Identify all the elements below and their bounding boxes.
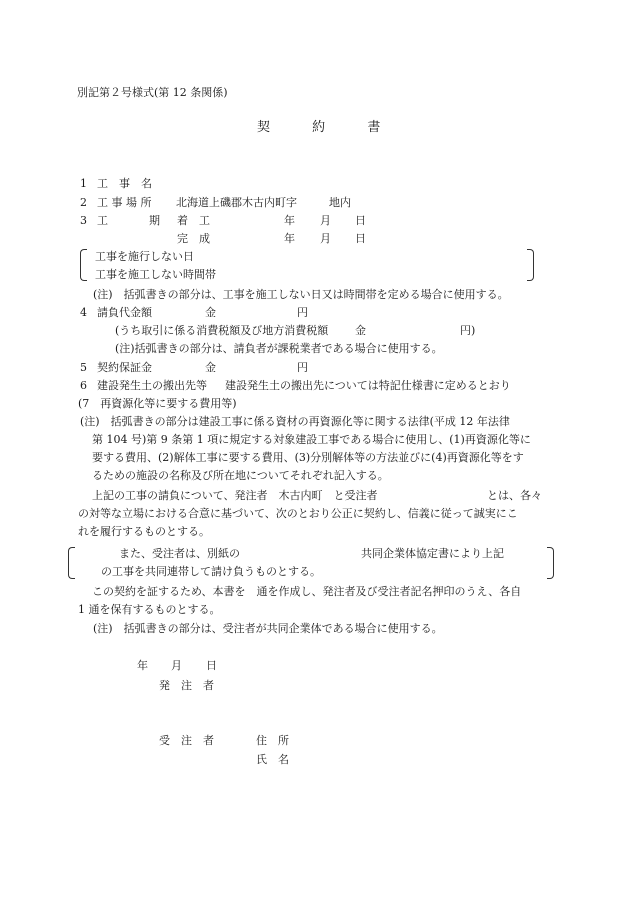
no-work-hours: 工事を施工しない時間帯 — [95, 268, 216, 281]
item-3-end-month: 月 — [320, 232, 331, 245]
jv-line-1b: 共同企業体協定書により上記 — [361, 547, 504, 560]
name-label: 氏 名 — [256, 753, 289, 766]
note-3: (注) 括弧書きの部分は、受注者が共同企業体である場合に使用する。 — [93, 622, 443, 635]
sign-day: 日 — [206, 659, 217, 672]
sign-month: 月 — [171, 659, 182, 672]
tax-amount-yen: 円) — [460, 324, 476, 337]
item-3-start-month: 月 — [320, 214, 331, 227]
item-3-start: 着 工 — [177, 214, 210, 227]
item-1-num: 1 — [80, 177, 87, 190]
jv-bracket-right — [547, 547, 554, 579]
title-char-3: 書 — [367, 120, 381, 135]
para-2-line-1: この契約を証するため、本書を 通を作成し、発注者及び受注者記名押印のうえ、各自 — [92, 585, 522, 598]
title-char-2: 約 — [312, 120, 326, 135]
item-2-num: 2 — [80, 196, 87, 209]
sign-year: 年 — [137, 659, 148, 672]
note-2-line-2: 第 104 号)第 9 条第 1 項に規定する対象建設工事である場合に使用し、(1)再資源化等に — [92, 433, 531, 446]
item-2-label: 工 事 場 所 — [97, 196, 152, 209]
item-5-label: 契約保証金 — [97, 361, 152, 374]
bracket-left — [80, 249, 87, 281]
item-4-kin: 金 — [205, 306, 216, 319]
item-7: (7 再資源化等に要する費用等) — [78, 397, 237, 410]
document-title — [257, 121, 380, 135]
tax-amount-open: (うち取引に係る消費税額及び地方消費税額 — [115, 324, 329, 337]
item-6-label: 建設発生土の搬出先等 — [97, 379, 207, 392]
para-1-line-2: の対等な立場における合意に基づいて、次のとおり公正に契約し、信義に従って誠実にこ — [78, 507, 518, 520]
address-label: 住 所 — [256, 734, 289, 747]
para-1-line-3: れを履行するものとする。 — [78, 525, 210, 538]
orderer-label: 発 注 者 — [159, 679, 214, 692]
item-6-value: 建設発生土の搬出先については特記仕様書に定めるとおり — [225, 379, 511, 392]
item-4-num: 4 — [80, 306, 87, 319]
item-3-end-year: 年 — [284, 232, 295, 245]
jv-bracket-left — [68, 547, 75, 579]
item-3-num: 3 — [80, 214, 87, 227]
item-2-value: 北海道上磯郡木古内町字 — [176, 196, 297, 209]
jv-line-1a: また、受注者は、別紙の — [119, 547, 240, 560]
note-1: (注) 括弧書きの部分は、工事を施工しない日又は時間帯を定める場合に使用する。 — [93, 288, 509, 301]
note-2-line-1: (注) 括弧書きの部分は建設工事に係る資材の再資源化等に関する法律(平成 12 年法律 — [80, 415, 510, 428]
item-3-label2: 期 — [149, 214, 160, 227]
item-3-end: 完 成 — [177, 232, 210, 245]
item-3-start-year: 年 — [284, 214, 295, 227]
item-5-num: 5 — [80, 361, 87, 374]
no-work-days: 工事を施行しない日 — [95, 250, 194, 263]
contractor-label: 受 注 者 — [159, 734, 214, 747]
item-4-note: (注)括弧書きの部分は、請負者が課税業者である場合に使用する。 — [115, 342, 443, 355]
item-3-start-day: 日 — [355, 214, 366, 227]
title-char-1: 契 — [257, 120, 271, 135]
item-2-suffix: 地内 — [329, 196, 351, 209]
note-2-line-3: 要する費用、(2)解体工事に要する費用、(3)分別解体等の方法並びに(4)再資源化等をす — [92, 451, 524, 464]
item-5-yen: 円 — [297, 361, 308, 374]
note-2-line-4: るための施設の名称及び所在地についてそれぞれ記入する。 — [92, 469, 389, 482]
item-3-label: 工 — [97, 214, 108, 227]
para-2-line-2: 1 通を保有するものとする。 — [78, 603, 221, 616]
item-3-end-day: 日 — [355, 232, 366, 245]
tax-amount-kin: 金 — [355, 324, 366, 337]
para-1-end: とは、各々 — [487, 489, 542, 502]
para-1-start: 上記の工事の請負について、発注者 木古内町 と受注者 — [92, 489, 378, 502]
item-6-num: 6 — [80, 379, 87, 392]
item-4-label: 請負代金額 — [97, 306, 152, 319]
jv-line-2: の工事を共同連帯して請け負うものとする。 — [101, 565, 321, 578]
bracket-right — [527, 249, 534, 281]
item-4-yen: 円 — [297, 306, 308, 319]
form-header: 別記第２号様式(第 12 条関係) — [77, 86, 228, 99]
item-1-label: 工 事 名 — [97, 177, 152, 190]
item-5-kin: 金 — [205, 361, 216, 374]
